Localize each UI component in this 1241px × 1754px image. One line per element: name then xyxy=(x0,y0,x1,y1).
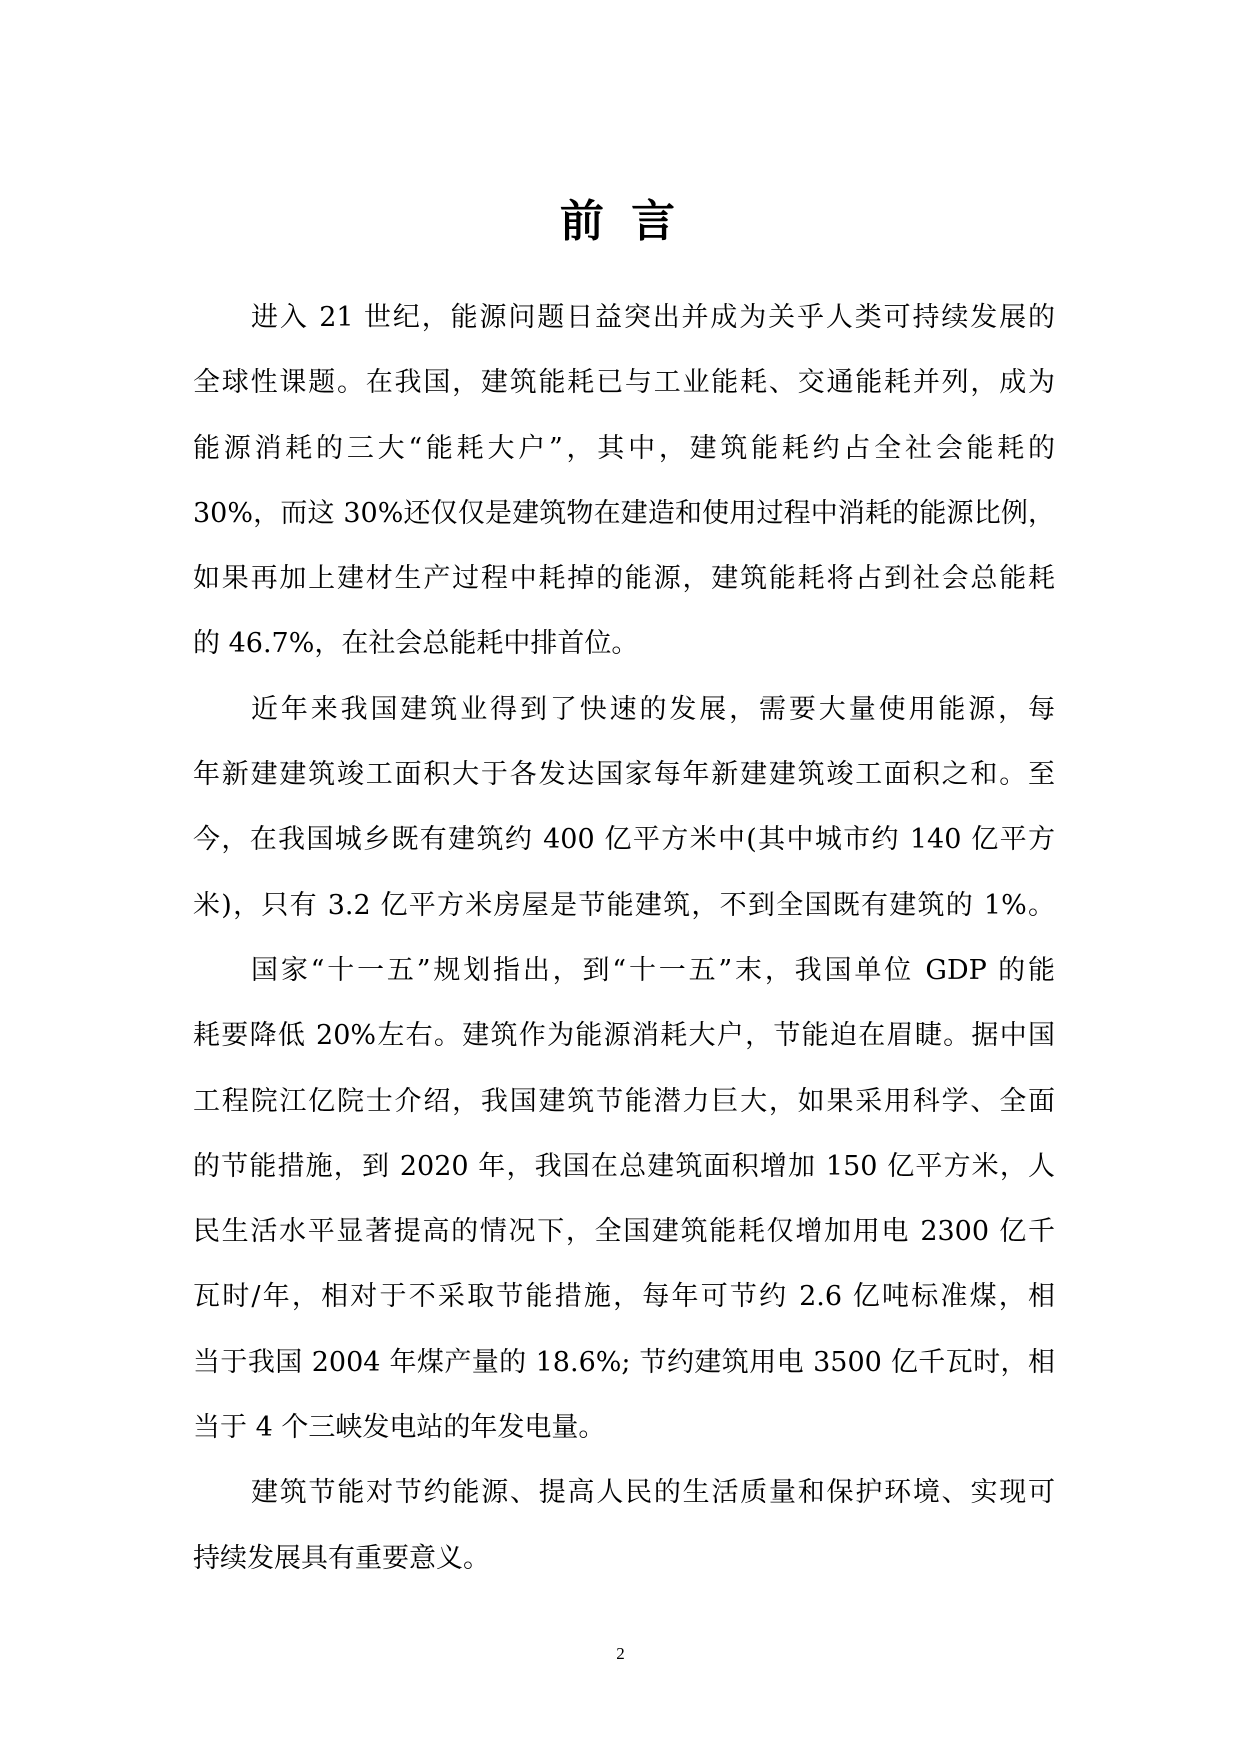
text-line: 30%，而这 30%还仅仅是建筑物在建造和使用过程中消耗的能源比例， xyxy=(193,497,1055,529)
text-line: 如果再加上建材生产过程中耗掉的能源，建筑能耗将占到社会总能耗 xyxy=(193,563,1055,595)
text-line: 建筑节能对节约能源、提高人民的生活质量和保护环境、实现可 xyxy=(251,1477,1055,1509)
text-line: 工程院江亿院士介绍，我国建筑节能潜力巨大，如果采用科学、全面 xyxy=(193,1085,1055,1117)
text-line: 近年来我国建筑业得到了快速的发展，需要大量使用能源，每 xyxy=(251,693,1055,725)
page-title: 前 言 xyxy=(559,196,682,247)
text-line: 瓦时/年，相对于不采取节能措施，每年可节约 2.6 亿吨标准煤，相 xyxy=(193,1281,1055,1313)
text-line: 持续发展具有重要意义。 xyxy=(193,1542,490,1574)
text-line: 的节能措施，到 2020 年，我国在总建筑面积增加 150 亿平方米，人 xyxy=(193,1150,1055,1182)
text-line: 的 46.7%，在社会总能耗中排首位。 xyxy=(193,628,639,660)
paragraph-4 xyxy=(193,1460,1055,1591)
text-line: 年新建建筑竣工面积大于各发达国家每年新建建筑竣工面积之和。至 xyxy=(193,759,1055,791)
text-line: 耗要降低 20%左右。建筑作为能源消耗大户，节能迫在眉睫。据中国 xyxy=(193,1020,1055,1052)
text-line: 米)，只有 3.2 亿平方米房屋是节能建筑，不到全国既有建筑的 1%。 xyxy=(193,889,1055,921)
page-number: 2 xyxy=(616,1644,625,1663)
paragraph-3 xyxy=(193,938,1055,1460)
text-line: 全球性课题。在我国，建筑能耗已与工业能耗、交通能耗并列，成为 xyxy=(193,367,1055,399)
text-line: 民生活水平显著提高的情况下，全国建筑能耗仅增加用电 2300 亿千 xyxy=(193,1216,1055,1248)
paragraph-2 xyxy=(193,677,1055,938)
text-line: 当于 4 个三峡发电站的年发电量。 xyxy=(193,1412,606,1444)
text-line: 国家“十一五”规划指出，到“十一五”末，我国单位 GDP 的能 xyxy=(251,954,1055,986)
body-text xyxy=(193,285,1055,1591)
paragraph-1 xyxy=(193,285,1055,677)
text-line: 能源消耗的三大“能耗大户”，其中，建筑能耗约占全社会能耗的 xyxy=(193,432,1055,464)
text-line: 进入 21 世纪，能源问题日益突出并成为关乎人类可持续发展的 xyxy=(251,302,1055,333)
text-line: 当于我国 2004 年煤产量的 18.6%; 节约建筑用电 3500 亿千瓦时，相 xyxy=(193,1346,1055,1378)
text-line: 今，在我国城乡既有建筑约 400 亿平方米中(其中城市约 140 亿平方 xyxy=(193,824,1055,856)
